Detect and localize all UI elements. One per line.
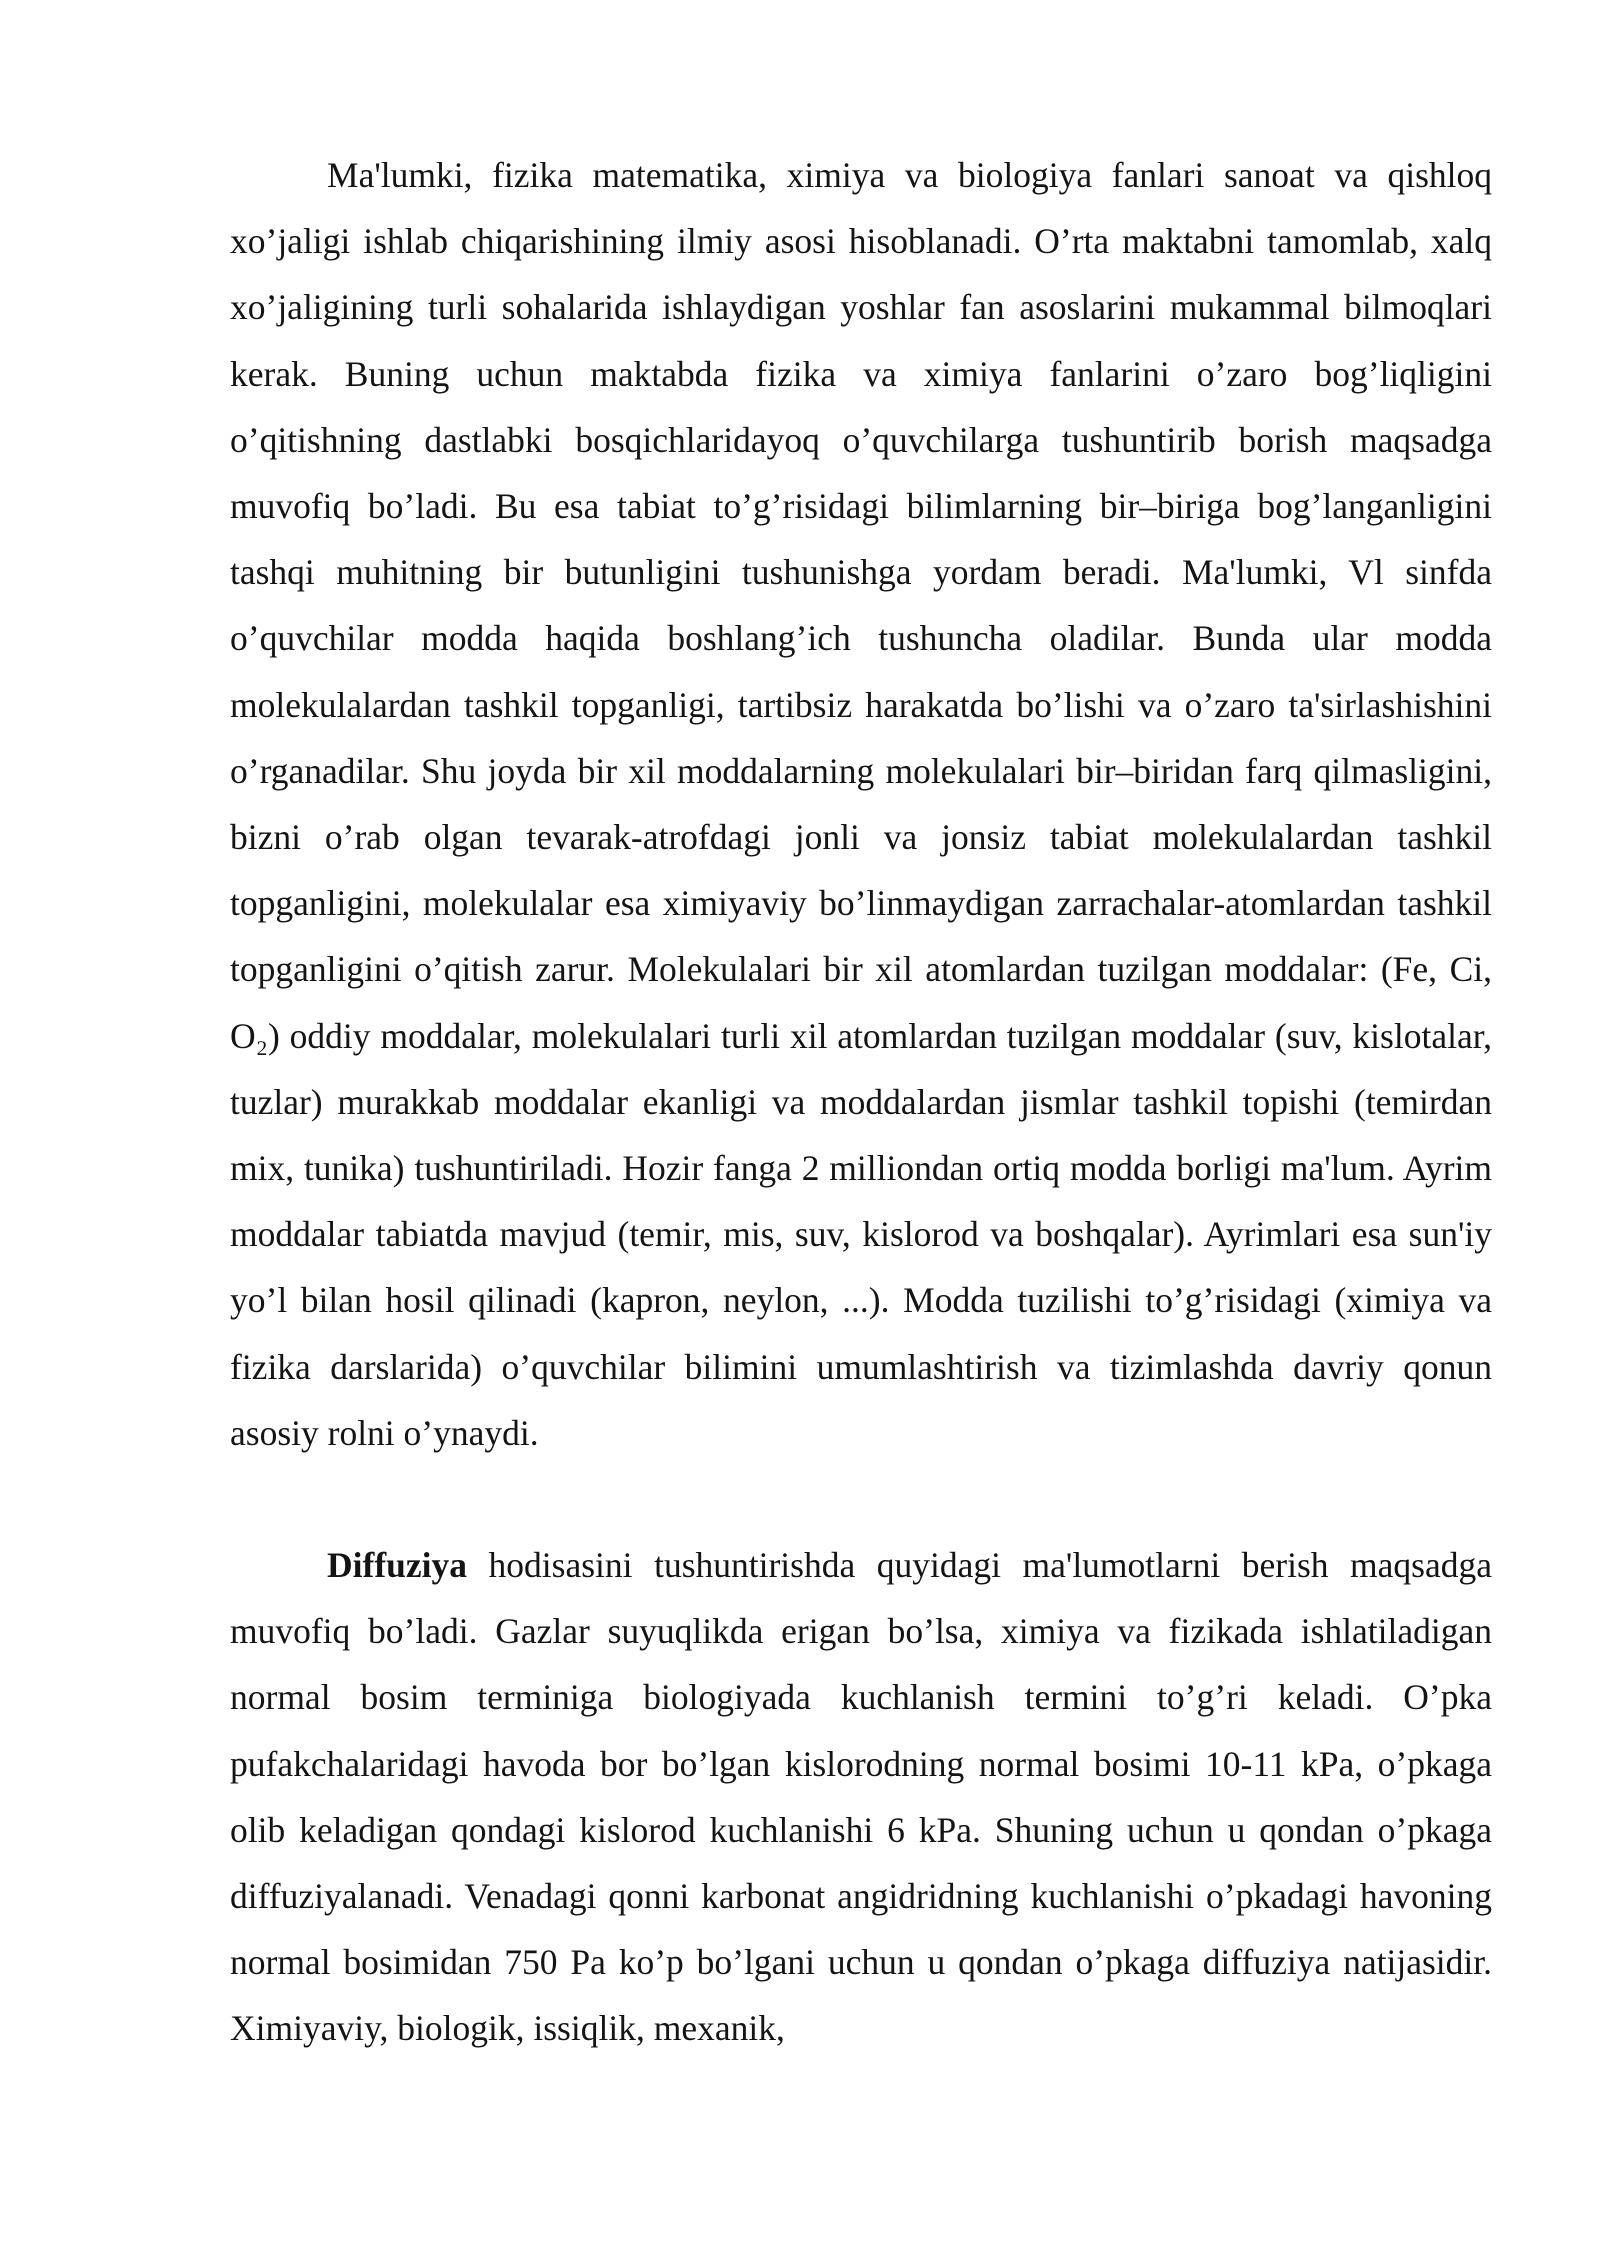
- paragraph-molecular-structure: [230, 142, 1492, 1466]
- term-diffuziya: Diffuziya: [327, 1545, 468, 1586]
- document-body: [230, 142, 1492, 2062]
- paragraph-text: hodisasini tushuntirishda quyidagi ma'lumotlarni berish maqsadga muvofiq bo’ladi. Gazlar suyuqlikda erigan bo’lsa, ximiya va fizikada ishlatiladigan normal bosim terminiga biologiyada kuchlanish termini to’g’ri keladi. O’pka pufakchalaridagi havoda bor bo’lgan kislorodning normal bosimi 10-11 kPa, o’pkaga olib keladigan qondagi kislorod kuchlanishi 6 kPa. Shuning uchun u qondan o’pkaga diffuziyalanadi. Venadagi qonni karbonat angidridning kuchlanishi o’pkadagi havoning normal bosimidan 750 Pa ko’p bo’lgani uchun u qondan o’pkaga diffuziya natijasidir. Ximiyaviy, biologik, issiqlik, mexanik,: [230, 1545, 1492, 2049]
- paragraph-text: Ma'lumki, fizika matematika, ximiya va biologiya fanlari sanoat va qishloq xo’jaligi ishlab chiqarishining ilmiy asosi hisoblanadi. O’rta maktabni tamomlab, xalq xo’jaligining turli sohalarida ishlaydigan yoshlar fan asoslarini mukammal bilmoqlari kerak. Buning uchun maktabda fizika va ximiya fanlarini o’zaro bog’liqligini o’qitishning dastlabki bosqichlaridayoq o’quvchilarga tushuntirib borish maqsadga muvofiq bo’ladi. Bu esa tabiat to’g’risidagi bilimlarning bir–biriga bog’langanligini tashqi muhitning bir butunligini tushunishga yordam beradi. Ma'lumki, Vl sinfda o’quvchilar modda haqida boshlang’ich tushuncha oladilar. Bunda ular modda molekulalardan tashkil topganligi, tartibsiz harakatda bo’lishi va o’zaro ta'sirlashishini o’rganadilar. Shu joyda bir xil moddalarning molekulalari bir–biridan farq qilmasligini, bizni o’rab olgan tevarak-atrofdagi jonli va jonsiz tabiat molekulalardan tashkil topganligini, molekulalar esa ximiyaviy bo’linmaydigan zarrachalar-atomlardan tashkil topganligini o’qitish zarur. Molekulalari bir xil atomlardan tuzilgan moddalar: (Fe, Ci, O₂) oddiy moddalar, molekulalari turli xil atomlardan tuzilgan moddalar (suv, kislotalar, tuzlar) murakkab moddalar ekanligi va moddalardan jismlar tashkil topishi (temirdan mix, tunika) tushuntiriladi. Hozir fanga 2 milliondan ortiq modda borligi ma'lum. Ayrim moddalar tabiatda mavjud (temir, mis, suv, kislorod va boshqalar). Ayrimlari esa sun'iy yo’l bilan hosil qilinadi (kapron, neylon, ...). Modda tuzilishi to’g’risidagi (ximiya va fizika darslarida) o’quvchilar bilimini umumlashtirish va tizimlashda davriy qonun asosiy rolni o’ynaydi.: [230, 155, 1492, 1453]
- paragraph-diffusion: [230, 1532, 1492, 2062]
